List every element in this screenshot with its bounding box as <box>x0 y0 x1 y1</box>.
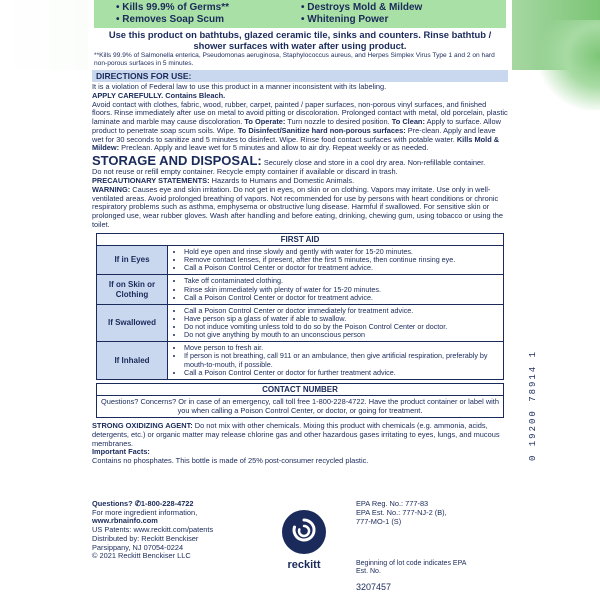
first-aid-steps <box>168 246 503 274</box>
first-aid-title: FIRST AID <box>97 234 503 246</box>
first-aid-steps <box>168 275 503 303</box>
green-corner-decoration <box>540 20 600 110</box>
product-code: 3207457 <box>356 582 392 592</box>
directions-text <box>88 83 512 153</box>
first-aid-row-inhaled <box>97 342 503 379</box>
storage-heading: STORAGE AND DISPOSAL: <box>92 153 262 169</box>
mold-text: Preclean. Apply and leave wet for 5 minutes and allow to air dry. Repeat weekly or as needed. <box>121 143 429 153</box>
questions-label: Questions? <box>92 499 133 508</box>
first-aid-step: • Call a Poison Control Center or doctor for treatment advice. <box>184 294 499 302</box>
claim-germs: • Kills 99.9% of Germs** <box>116 2 229 13</box>
ingredients-text: For more ingredient information, <box>92 507 198 517</box>
patents-text: US Patents: www.reckitt.com/patents <box>92 525 214 535</box>
operate-label: To Operate: <box>244 117 286 127</box>
first-aid-step: • Call a Poison Control Center or doctor immediately for treatment advice. <box>184 307 499 315</box>
first-aid-step: • Do not induce vomiting unless told to do so by the Poison Control Center or doctor. <box>184 323 499 331</box>
epa-block <box>356 500 476 527</box>
first-aid-steps <box>168 342 503 379</box>
phone-number: 1-800-228-4722 <box>140 499 194 508</box>
reckitt-logo <box>274 508 334 572</box>
brand-name: reckitt <box>287 559 321 571</box>
footnote: **Kills 99.9% of Salmonella enterica, Pseudomonas aeruginosa, Staphylococcus aureus, and Herpes Simplex Virus Type 1 and 2 on hard non-porous surfaces in 5 minutes. <box>94 52 495 67</box>
epa-reg: EPA Reg. No.: 777-83 <box>356 499 429 508</box>
mold-label: Kills Mold & Mildew: <box>92 134 500 153</box>
oxidizing-label: STRONG OXIDIZING AGENT: <box>92 421 193 431</box>
product-label <box>88 0 512 600</box>
warning-label: WARNING: <box>92 184 131 194</box>
first-aid-row-swallowed <box>97 305 503 343</box>
contact-number-box <box>96 383 504 418</box>
clean-text: Apply to surface. Allow product to penetrate soap scum soils. Wipe. <box>92 117 501 135</box>
facts-text: Contains no phosphates. This bottle is made of 25% post-consumer recycled plastic. <box>92 456 369 466</box>
ingredients-url: www.rbnainfo.com <box>92 516 158 526</box>
reckitt-logo-icon <box>274 508 334 572</box>
phone-icon: ✆ <box>134 499 141 508</box>
contact-number-text: Questions? Concerns? Or in case of an emergency, call toll free 1-800-228-4722. Have the product container or label with you when calling a Poison Control Center, or doctor, or going for treatment. <box>101 397 499 415</box>
bottom-info <box>88 500 512 600</box>
barcode <box>520 350 546 550</box>
first-aid-row-skin <box>97 275 503 304</box>
first-aid-step: • Have person sip a glass of water if able to swallow. <box>184 315 499 323</box>
clean-label: To Clean: <box>391 117 425 127</box>
first-aid-label: If on Skin or Clothing <box>97 275 168 303</box>
claim-whitening: • Whitening Power <box>301 14 389 25</box>
first-aid-step: • Call a Poison Control Center or doctor for treatment advice. <box>184 264 499 272</box>
address-text: Parsippany, NJ 07054-0224 <box>92 542 184 552</box>
first-aid-table <box>96 233 504 380</box>
first-aid-step: • Rinse skin immediately with plenty of water for 15-20 minutes. <box>184 286 499 294</box>
first-aid-steps <box>168 305 503 342</box>
claim-soap-scum: • Removes Soap Scum <box>116 14 224 25</box>
first-aid-label: If Swallowed <box>97 305 168 342</box>
warning-text: Causes eye and skin irritation. Do not get in eyes, on skin or on clothing. Vapors may irritate. Use only in well-ventilated areas. Avoid prolonged breathing of vapors. Not recommended for use by persons with heart conditions or chronic respiratory problems such as asthma, emphysema or obstructive lung disease. Harmful if swallowed. For sensitive skin or prolonged use, wear rubber gloves. Wash after handling and before eating, drinking, chewing gum, using tobacco or using the toilet. <box>92 184 503 229</box>
disinfect-text: Pre-clean. Apply and leave wet for 30 seconds to sanitize and 5 minutes to disinfect. Wipe. Rinse food contact surfaces with potable water. <box>92 125 496 144</box>
first-aid-step: • Do not give anything by mouth to an unconscious person <box>184 331 499 339</box>
epa-est-2: 777-MO-1 (S) <box>356 516 402 526</box>
directions-heading: DIRECTIONS FOR USE: <box>92 70 508 82</box>
first-aid-step: • Call a Poison Control Center or doctor for further treatment advice. <box>184 369 499 377</box>
first-aid-step: • Take off contaminated clothing. <box>184 277 499 285</box>
oxidizing-text: Do not mix with other chemicals. Mixing this product with chemicals (e.g. ammonia, acids, detergents, etc.) or organic matter may release chlorine gas and other hazardous gases irritating to eyes, lungs, and mucous membranes. <box>92 421 500 448</box>
first-aid-step: • Move person to fresh air. <box>184 344 499 352</box>
oxidizing-section <box>88 422 512 466</box>
epa-est-1: EPA Est. No.: 777-NJ-2 (B), <box>356 507 447 517</box>
copyright-text: © 2021 Reckitt Benckiser LLC <box>92 551 191 561</box>
first-aid-step: • If person is not breathing, call 911 or an ambulance, then give artificial respiration, preferably by mouth-to-mouth, if possible. <box>184 352 499 368</box>
first-aid-row-eyes <box>97 246 503 275</box>
avoid-text: Avoid contact with clothes, fabric, wood, rubber, carpet, painted / paper surfaces, non-porous vinyl surfaces, and finished floors. Rinse immediately after use on metal to avoid pitting or discoloration. Prolonged contact with metal, old porcelain, plastic laminate and marble may cause discoloration. <box>92 99 508 127</box>
precautionary-text: Hazards to Humans and Domestic Animals. <box>211 176 355 186</box>
lot-code-note: Beginning of lot code indicates EPA Est. No. <box>356 560 467 576</box>
first-aid-label: If in Eyes <box>97 246 168 274</box>
disinfect-label: To Disinfect/Sanitize hard non-porous surfaces: <box>237 125 406 135</box>
claims-band <box>94 0 506 28</box>
first-aid-step: • Remove contact lenses, if present, after the first 5 minutes, then continue rinsing eye. <box>184 256 499 264</box>
directions-body <box>92 101 508 153</box>
contact-number-title: CONTACT NUMBER <box>97 384 503 396</box>
first-aid-label: If Inhaled <box>97 342 168 379</box>
storage-section <box>88 153 512 229</box>
facts-label: Important Facts: <box>92 447 150 457</box>
barcode-digits: 0 19200 78914 1 <box>528 350 538 462</box>
first-aid-step: • Hold eye open and rinse slowly and gently with water for 15-20 minutes. <box>184 248 499 256</box>
apply-carefully: APPLY CAREFULLY. Contains Bleach. <box>92 90 226 100</box>
distributed-text: Distributed by: Reckitt Benckiser <box>92 533 199 543</box>
operate-text: Turn nozzle to desired position. <box>287 117 390 127</box>
storage-text-2: Do not reuse or refill empty container. Recycle empty container if available or discard in trash. <box>92 167 398 177</box>
federal-statement: It is a violation of Federal law to use this product in a manner inconsistent with its labeling. <box>92 82 387 92</box>
use-statement: Use this product on bathtubs, glazed ceramic tile, sinks and counters. Rinse bathtub / shower surfaces with water after using product. <box>108 29 492 51</box>
storage-text: Securely close and store in a cool dry area. Non-refillable container. <box>263 158 486 168</box>
contact-block <box>92 500 262 561</box>
precautionary-label: PRECAUTIONARY STATEMENTS: <box>92 176 210 186</box>
claim-mold: • Destroys Mold & Mildew <box>301 2 423 13</box>
